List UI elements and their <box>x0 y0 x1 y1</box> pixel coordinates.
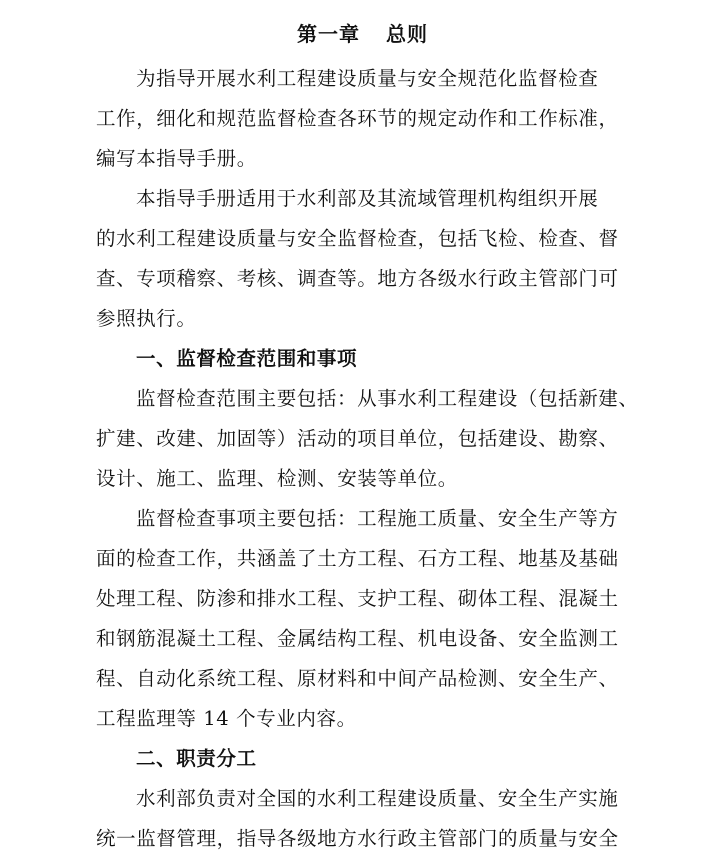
paragraph-line: 处理工程、防渗和排水工程、支护工程、砌体工程、混凝土 <box>96 587 619 610</box>
paragraph-responsibilities <box>96 779 656 859</box>
paragraph-purpose <box>96 59 656 179</box>
paragraph-line: 参照执行。 <box>96 307 197 330</box>
paragraph-line: 扩建、改建、加固等）活动的项目单位，包括建设、勘察、 <box>96 427 619 450</box>
paragraph-line: 编写本指导手册。 <box>96 147 257 170</box>
chapter-number: 第一章 <box>297 22 360 46</box>
paragraph-line: 水利部负责对全国的水利工程建设质量、安全生产实施 <box>136 787 619 810</box>
paragraph-line: 统一监督管理，指导各级地方水行政主管部门的质量与安全 <box>96 827 619 850</box>
paragraph-line: 设计、施工、监理、检测、安装等单位。 <box>96 467 458 490</box>
paragraph-line: 和钢筋混凝土工程、金属结构工程、机电设备、安全监测工 <box>96 627 619 650</box>
paragraph-line: 本指导手册适用于水利部及其流域管理机构组织开展 <box>136 187 599 210</box>
paragraph-line: 工程监理等 14 个专业内容。 <box>96 707 357 730</box>
paragraph-line: 监督检查事项主要包括：工程施工质量、安全生产等方 <box>136 507 619 530</box>
chapter-name: 总则 <box>386 22 428 46</box>
paragraph-inspection-items <box>96 499 656 739</box>
section-heading-responsibilities: 二、职责分工 <box>136 747 257 770</box>
chapter-title <box>0 14 725 54</box>
paragraph-line: 面的检查工作，共涵盖了土方工程、石方工程、地基及基础 <box>96 547 619 570</box>
paragraph-inspection-scope <box>96 379 656 499</box>
paragraph-line: 工作，细化和规范监督检查各环节的规定动作和工作标准， <box>96 107 619 130</box>
paragraph-line: 的水利工程建设质量与安全监督检查，包括飞检、检查、督 <box>96 227 619 250</box>
paragraph-line: 查、专项稽察、考核、调查等。地方各级水行政主管部门可 <box>96 267 619 290</box>
paragraph-scope-of-application <box>96 179 656 339</box>
paragraph-line: 为指导开展水利工程建设质量与安全规范化监督检查 <box>136 67 599 90</box>
paragraph-line: 监督检查范围主要包括：从事水利工程建设（包括新建、 <box>136 387 639 410</box>
section-heading-scope: 一、监督检查范围和事项 <box>136 347 358 370</box>
paragraph-line: 程、自动化系统工程、原材料和中间产品检测、安全生产、 <box>96 667 619 690</box>
